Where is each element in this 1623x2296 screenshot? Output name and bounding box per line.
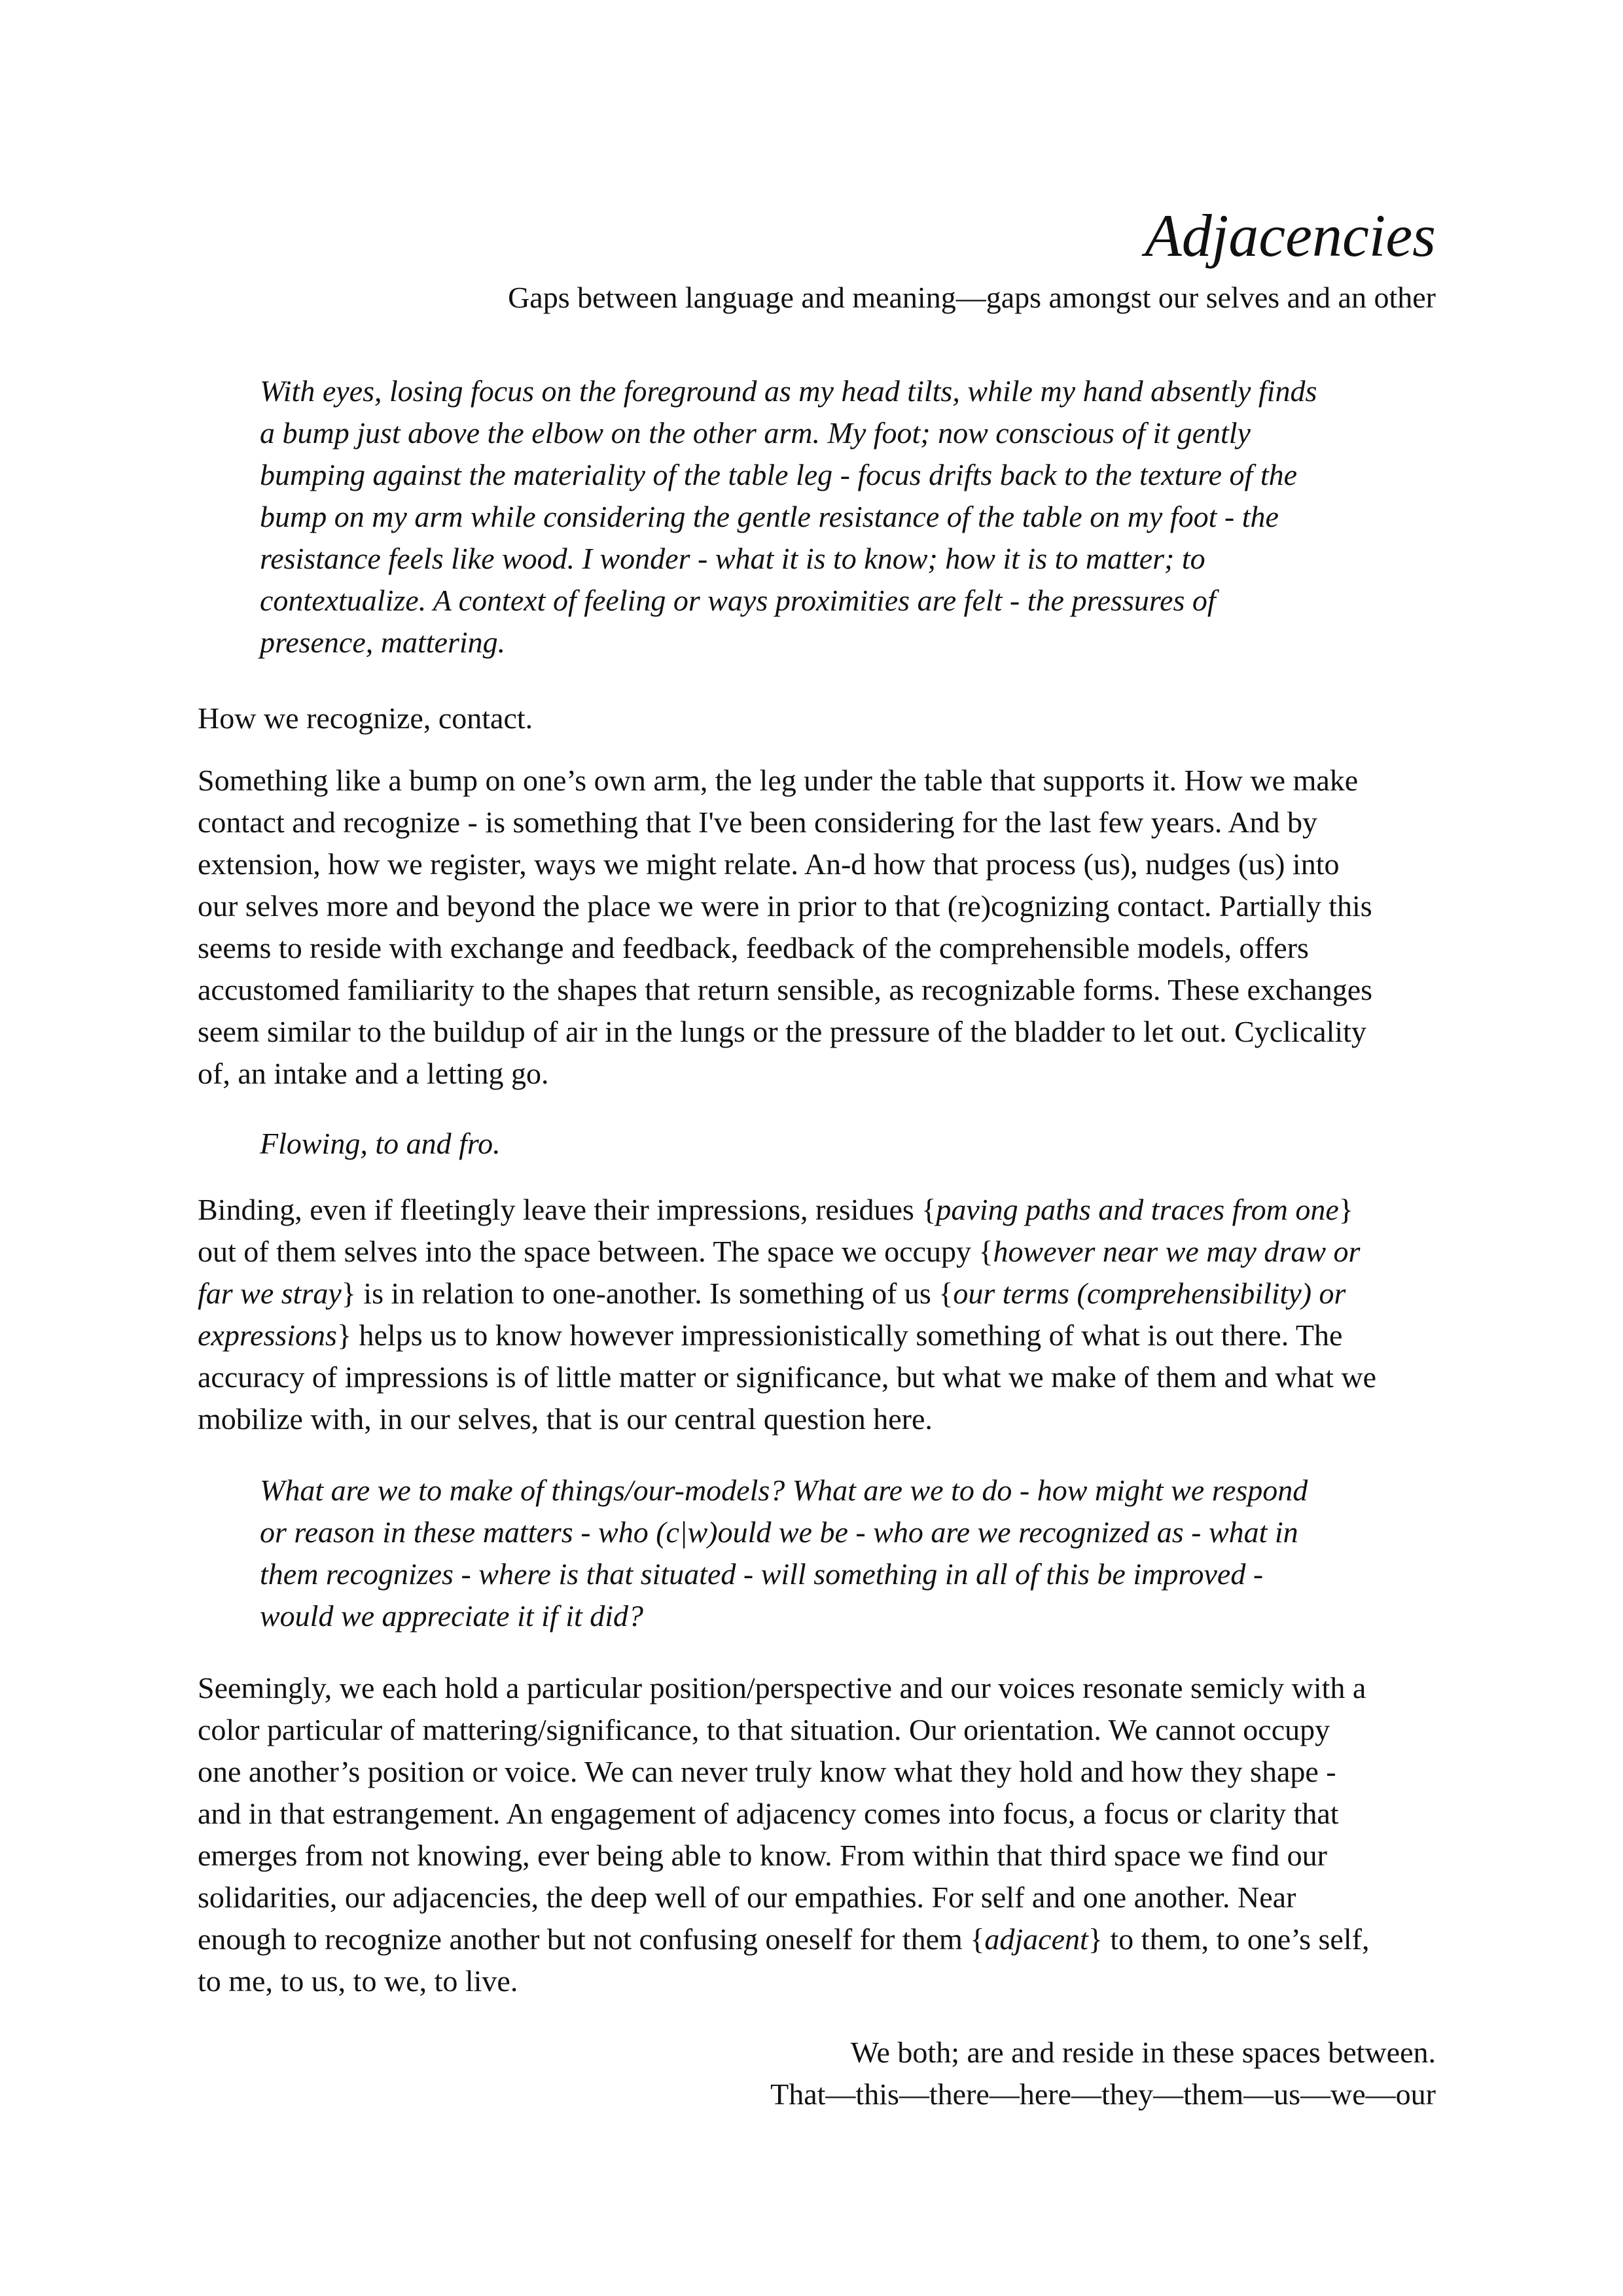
- text: to me, to us, to we, to live.: [198, 1964, 518, 1998]
- text-line: [260, 370, 1317, 412]
- text-line: [260, 1470, 1308, 1511]
- italic-text: With eyes, losing focus on the foreground as my head tilts, while my hand absently finds: [260, 374, 1317, 408]
- italic-text: expressions: [198, 1318, 337, 1352]
- text-line: [198, 1960, 1369, 2002]
- text: contact and recognize - is something that I've been considering for the last few years. And by: [198, 805, 1318, 839]
- text-line: [198, 1398, 1376, 1440]
- text-line: [198, 1011, 1372, 1053]
- italic-text: far we stray: [198, 1277, 342, 1310]
- text-line: [198, 1709, 1369, 1751]
- text: one another’s position or voice. We can never truly know what they hold and how they shape -: [198, 1755, 1336, 1788]
- text-line: [198, 1877, 1369, 1918]
- paragraph-binding: [198, 1189, 1376, 1440]
- text: accuracy of impressions is of little matter or significance, but what we make of them and what we: [198, 1360, 1377, 1394]
- text: solidarities, our adjacencies, the deep well of our empathies. For self and one another. Near: [198, 1881, 1296, 1914]
- text: seem similar to the buildup of air in the lungs or the pressure of the bladder to let out. Cyclicality: [198, 1015, 1366, 1048]
- text-line: [198, 1751, 1369, 1793]
- text-line: [260, 1511, 1308, 1553]
- italic-text: presence, mattering.: [260, 626, 506, 659]
- italic-text: Flowing, to and fro.: [260, 1127, 501, 1160]
- text: of, an intake and a letting go.: [198, 1057, 549, 1090]
- text: How we recognize, contact.: [198, 701, 533, 735]
- italic-text: our terms (comprehensibility) or: [953, 1277, 1346, 1310]
- text-line: [198, 1918, 1369, 1960]
- italic-text: paving paths and traces from one: [936, 1193, 1339, 1226]
- text-line: [198, 969, 1372, 1011]
- text-line: [198, 698, 533, 739]
- text-line: [198, 1053, 1372, 1095]
- text: Seemingly, we each hold a particular position/perspective and our voices resonate semicly with a: [198, 1671, 1366, 1704]
- paragraph-seemingly: [198, 1667, 1369, 2002]
- text: Something like a bump on one’s own arm, the leg under the table that supports it. How we make: [198, 764, 1359, 797]
- text: } to them, to one’s self,: [1088, 1922, 1370, 1956]
- paragraph-something: [198, 760, 1372, 1095]
- text-line: [198, 1356, 1376, 1398]
- italic-text: however near we may draw or: [993, 1235, 1361, 1268]
- text-line: [198, 843, 1372, 885]
- document-subtitle: Gaps between language and meaning—gaps amongst our selves and an other: [508, 281, 1436, 314]
- text-line: [260, 1123, 501, 1165]
- text-line: [260, 496, 1317, 538]
- text: extension, how we register, ways we might relate. An-d how that process (us), nudges (us) into: [198, 847, 1340, 881]
- text: and in that estrangement. An engagement of adjacency comes into focus, a focus or clarity that: [198, 1797, 1339, 1830]
- text: accustomed familiarity to the shapes that return sensible, as recognizable forms. These exchanges: [198, 973, 1373, 1006]
- text-line: [198, 927, 1372, 969]
- text-line: [198, 760, 1372, 802]
- flowing: [260, 1123, 501, 1165]
- italic-text: them recognizes - where is that situated - will something in all of this be improved -: [260, 1557, 1264, 1591]
- italic-text: adjacent: [984, 1922, 1088, 1956]
- text-line: [260, 1595, 1308, 1637]
- text-line: [198, 1273, 1376, 1315]
- text: } helps us to know however impressionistically something of what is out there. The: [336, 1318, 1343, 1352]
- italic-text: would we appreciate it if it did?: [260, 1599, 644, 1633]
- text-line: [198, 885, 1372, 927]
- italic-text: a bump just above the elbow on the other arm. My foot; now conscious of it gently: [260, 416, 1251, 450]
- text-line: [198, 802, 1372, 843]
- how-we-recognize: [198, 698, 533, 739]
- text: } is in relation to one-another. Is something of us {: [341, 1277, 954, 1310]
- text-line: [770, 2074, 1436, 2115]
- italic-text: bump on my arm while considering the gentle resistance of the table on my foot - the: [260, 500, 1279, 533]
- text-line: [198, 1315, 1376, 1356]
- text: our selves more and beyond the place we were in prior to that (re)cognizing contact. Partially this: [198, 889, 1372, 923]
- text: We both; are and reside in these spaces between.: [850, 2036, 1436, 2069]
- italic-text: contextualize. A context of feeling or ways proximities are felt - the pressures of: [260, 584, 1216, 617]
- text-line: [260, 454, 1317, 496]
- closing: [770, 2032, 1436, 2115]
- text: enough to recognize another but not confusing oneself for them {: [198, 1922, 985, 1956]
- text-line: [260, 622, 1317, 663]
- text: Binding, even if fleetingly leave their impressions, residues {: [198, 1193, 936, 1226]
- text-line: [198, 1667, 1369, 1709]
- text: mobilize with, in our selves, that is our central question here.: [198, 1402, 933, 1436]
- text-line: [260, 580, 1317, 622]
- italic-text: resistance feels like wood. I wonder - what it is to know; how it is to matter; to: [260, 542, 1205, 575]
- opening-italic: [260, 370, 1317, 663]
- text: emerges from not knowing, ever being able to know. From within that third space we find our: [198, 1839, 1327, 1872]
- text-line: [198, 1189, 1376, 1231]
- text-line: [260, 412, 1317, 454]
- text-line: [770, 2032, 1436, 2074]
- questions-italic: [260, 1470, 1308, 1637]
- text-line: [198, 1835, 1369, 1877]
- italic-text: What are we to make of things/our-models? What are we to do - how might we respond: [260, 1474, 1308, 1507]
- text: That—this—there—here—they—them—us—we—our: [770, 2077, 1436, 2111]
- text-line: [198, 1793, 1369, 1835]
- text: out of them selves into the space between. The space we occupy {: [198, 1235, 993, 1268]
- text-line: [260, 538, 1317, 580]
- text: }: [1338, 1193, 1353, 1226]
- text-line: [198, 1231, 1376, 1273]
- text: color particular of mattering/significance, to that situation. Our orientation. We cannot occupy: [198, 1713, 1330, 1746]
- text-line: [260, 1553, 1308, 1595]
- text: seems to reside with exchange and feedback, feedback of the comprehensible models, offers: [198, 931, 1309, 964]
- italic-text: or reason in these matters - who (c|w)ould we be - who are we recognized as - what in: [260, 1515, 1298, 1549]
- document-title: Adjacencies: [1145, 202, 1436, 269]
- italic-text: bumping against the materiality of the table leg - focus drifts back to the texture of the: [260, 458, 1298, 491]
